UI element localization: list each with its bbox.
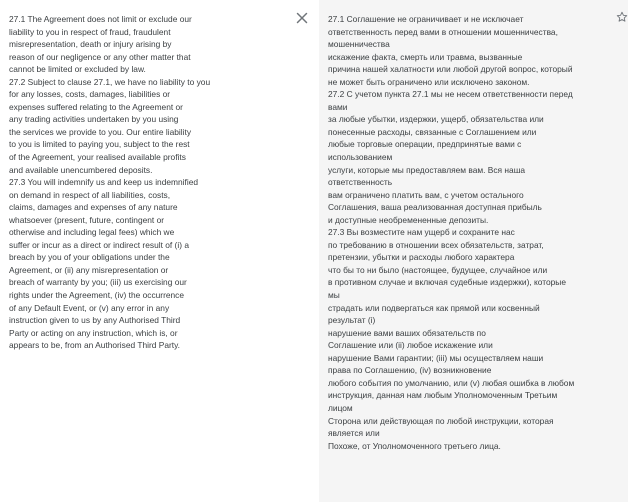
text-line: 27.2 С учетом пункта 27.1 мы не несем ответственности перед bbox=[328, 89, 573, 100]
text-line: for any losses, costs, damages, liabilities or bbox=[9, 89, 171, 100]
text-line: Agreement, or (ii) any misrepresentation or bbox=[9, 264, 169, 275]
text-line: the services we provide to you. Our entire liability bbox=[9, 126, 192, 137]
text-line: за любые убытки, издержки, ущерб, обязательства или bbox=[328, 114, 544, 125]
text-line: вами bbox=[328, 101, 348, 112]
text-line: on demand in respect of all liabilities, costs, bbox=[9, 189, 171, 200]
text-line: искажение факта, смерть или травма, вызванные bbox=[328, 51, 523, 62]
text-line: не может быть ограничено или исключено законом. bbox=[328, 76, 530, 87]
text-line: Сторона или действующая по любой инструкции, которая bbox=[328, 415, 554, 426]
text-line: причина нашей халатности или любой другой вопрос, который bbox=[328, 64, 573, 75]
text-line: любые торговые операции, предпринятые вами с bbox=[328, 139, 522, 150]
text-line: любого события по умолчанию, или (v) любая ошибка в любом bbox=[328, 377, 575, 388]
source-text[interactable] bbox=[9, 13, 210, 352]
text-line: нарушение Вами гарантии; (iii) мы осуществляем наши bbox=[328, 352, 544, 363]
text-line: права по Соглашению, (iv) возникновение bbox=[328, 365, 492, 376]
text-line: что бы то ни было (настоящее, будущее, случайное или bbox=[328, 264, 548, 275]
text-line: appears to be, from an Authorised Third Party. bbox=[9, 340, 181, 351]
translation-panel bbox=[319, 0, 628, 502]
text-line: to you is limited to paying you, subject to the rest bbox=[9, 139, 190, 150]
star-icon bbox=[616, 11, 628, 23]
text-line: 27.2 Subject to clause 27.1, we have no liability to you bbox=[9, 76, 211, 87]
text-line: cannot be limited or excluded by law. bbox=[9, 64, 146, 75]
text-line: по требованию в отношении всех обязательств, затрат, bbox=[328, 239, 544, 250]
text-line: and available unencumbered deposits. bbox=[9, 164, 153, 175]
text-line: reason of our negligence or any other matter that bbox=[9, 51, 191, 62]
save-translation-button[interactable] bbox=[614, 9, 628, 25]
text-line: претензии, убытки и расходы любого характера bbox=[328, 252, 515, 263]
text-line: breach of warranty by you; (iii) us exercising our bbox=[9, 277, 187, 288]
text-line: является или bbox=[328, 428, 380, 439]
text-line: Party or acting on any instruction, which is, or bbox=[9, 327, 178, 338]
text-line: 27.3 You will indemnify us and keep us indemnified bbox=[9, 177, 199, 188]
text-line: лицом bbox=[328, 402, 353, 413]
text-line: ответственность перед вами в отношении мошенничества, bbox=[328, 26, 558, 37]
text-line: of any Default Event, or (v) any error in any bbox=[9, 302, 170, 313]
text-line: any trading activities undertaken by you using bbox=[9, 114, 179, 125]
text-line: понесенные расходы, связанные с Соглашением или bbox=[328, 126, 537, 137]
text-line: breach by you of your obligations under the bbox=[9, 252, 170, 263]
text-line: suffer or incur as a direct or indirect result of (i) a bbox=[9, 239, 189, 250]
text-line: 27.1 The Agreement does not limit or exclude our bbox=[9, 14, 192, 24]
text-line: использованием bbox=[328, 152, 393, 163]
text-line: whatsoever (present, future, contingent or bbox=[9, 214, 165, 225]
text-line: claims, damages and expenses of any nature bbox=[9, 202, 178, 213]
text-line: rights under the Agreement, (iv) the occurrence bbox=[9, 290, 185, 301]
text-line: инструкция, данная нам любым Уполномоченным Третьим bbox=[328, 390, 558, 401]
text-line: of the Agreement, your realised available profits bbox=[9, 152, 186, 163]
text-line: в противном случае и включая судебные издержки), которые bbox=[328, 277, 566, 288]
text-line: страдать или подвергаться как прямой или косвенный bbox=[328, 302, 540, 313]
text-line: мошенничества bbox=[328, 39, 390, 50]
close-icon bbox=[296, 12, 308, 24]
text-line: ответственность bbox=[328, 177, 393, 188]
text-line: misrepresentation, death or injury arising by bbox=[9, 39, 172, 50]
text-line: instruction given to us by any Authorised Third bbox=[9, 315, 181, 326]
text-line: Похоже, от Уполномоченного третьего лица. bbox=[328, 440, 501, 451]
text-line: услуги, которые мы предоставляем вам. Вся наша bbox=[328, 164, 526, 175]
text-line: expenses suffered relating to the Agreement or bbox=[9, 101, 183, 112]
text-line: мы bbox=[328, 290, 340, 301]
text-line: результат (i) bbox=[328, 315, 376, 326]
clear-source-button[interactable] bbox=[294, 10, 310, 26]
text-line: и доступные необремененные депозиты. bbox=[328, 214, 489, 225]
text-line: нарушение вами ваших обязательств по bbox=[328, 327, 486, 338]
text-line: вам ограничено платить вам, с учетом остального bbox=[328, 189, 524, 200]
text-line: 27.3 Вы возместите нам ущерб и сохраните нас bbox=[328, 227, 515, 238]
text-line: otherwise and including legal fees) which we bbox=[9, 227, 175, 238]
text-line: Соглашения, ваша реализованная доступная прибыль bbox=[328, 202, 542, 213]
text-line: liability to you in respect of fraud, fraudulent bbox=[9, 26, 171, 37]
translated-text[interactable] bbox=[328, 13, 574, 452]
text-line: 27.1 Соглашение не ограничивает и не исключает bbox=[328, 14, 524, 24]
text-line: Соглашение или (ii) любое искажение или bbox=[328, 340, 493, 351]
